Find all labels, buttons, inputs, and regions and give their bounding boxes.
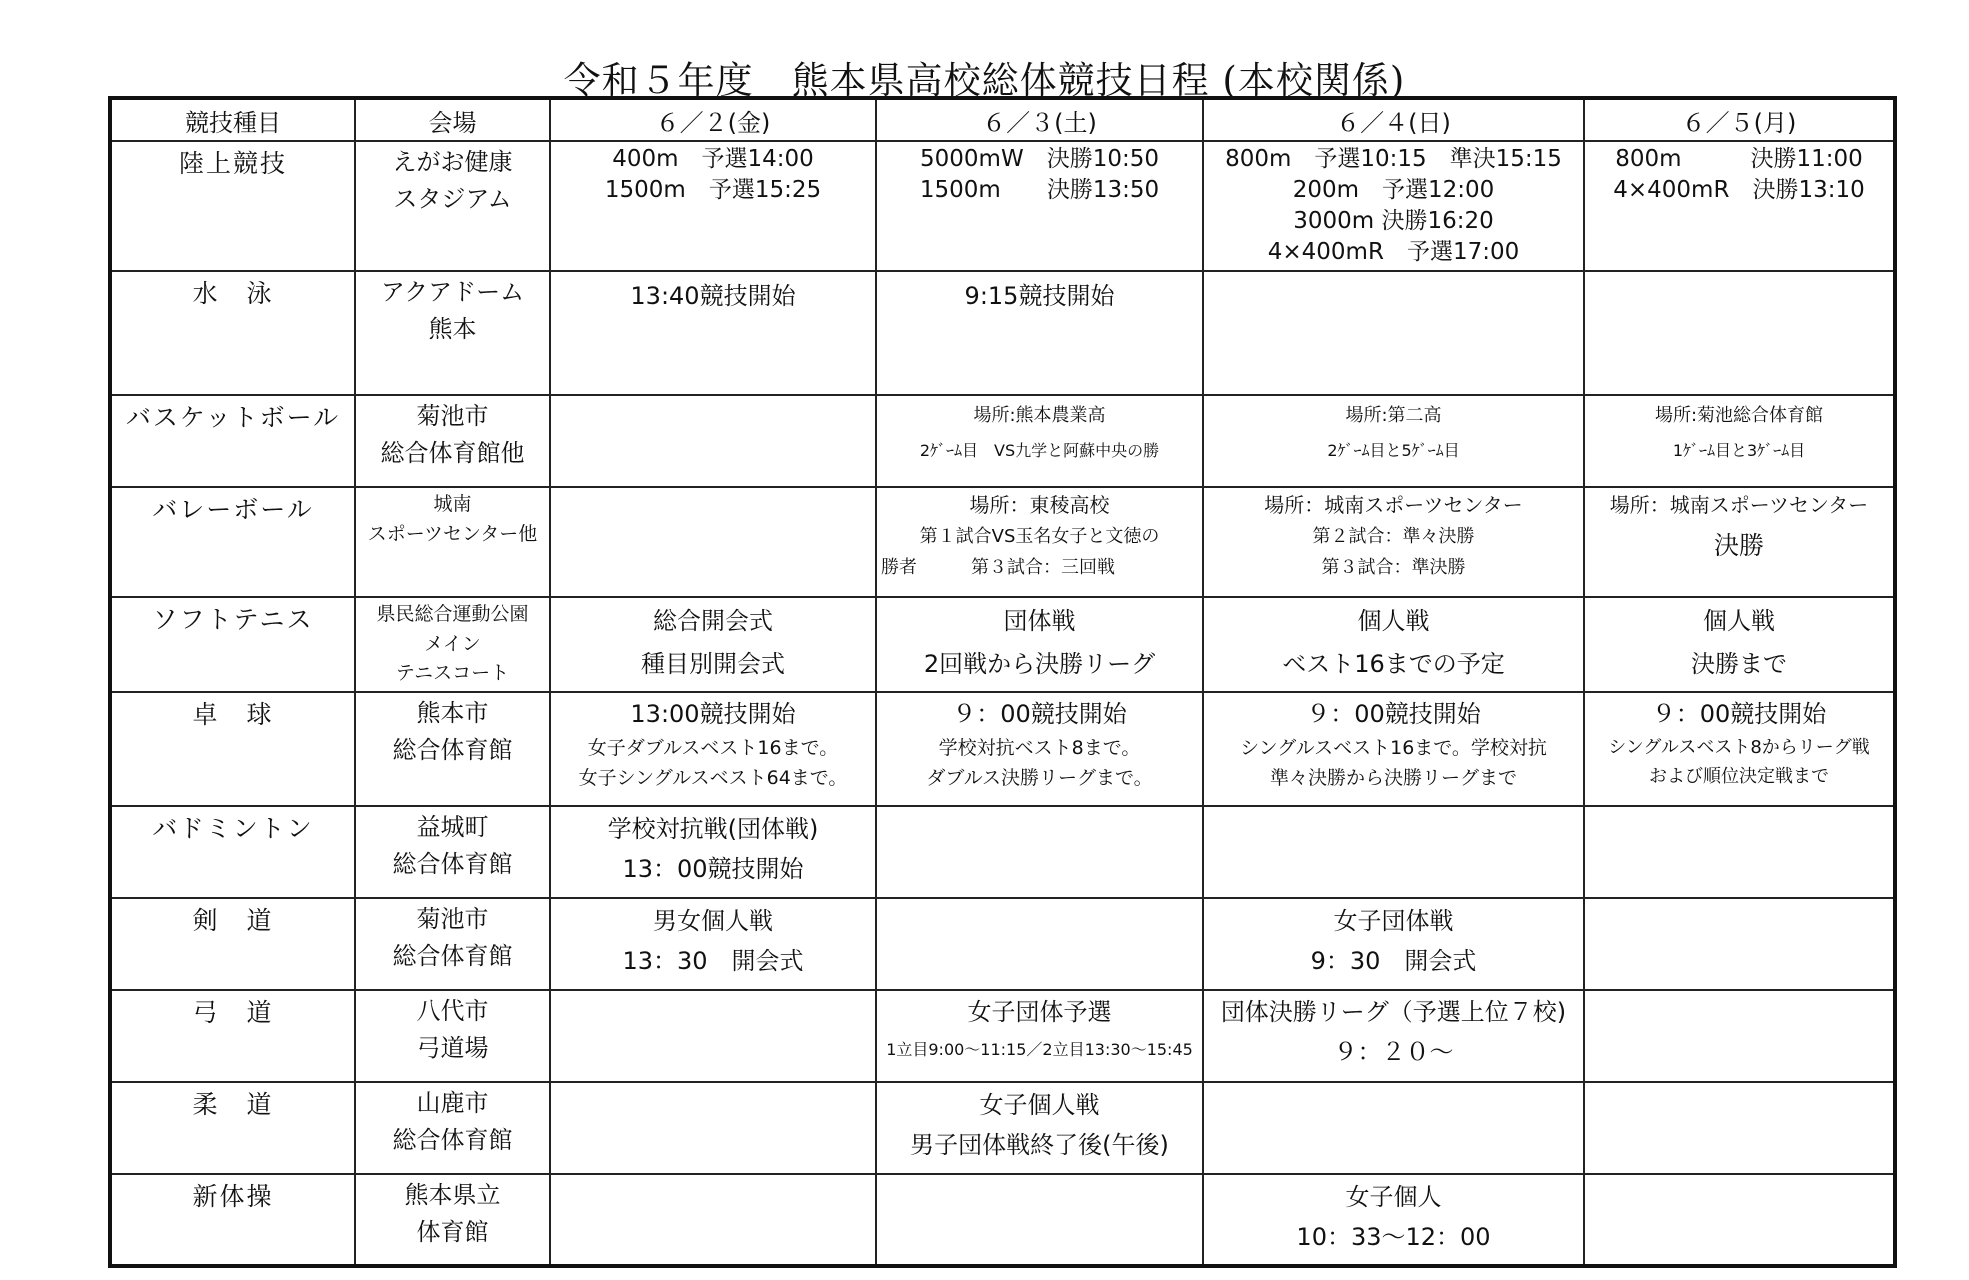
- schedule-cell: [1203, 271, 1584, 395]
- sport-cell: バスケットボール: [110, 395, 355, 487]
- schedule-cell: 個人戦 ベスト16までの予定: [1203, 597, 1584, 691]
- schedule-cell: ９：00競技開始 学校対抗ベスト8まで。 ダブルス決勝リーグまで。: [876, 692, 1203, 806]
- schedule-cell: 女子個人 10：33～12：00: [1203, 1174, 1584, 1266]
- schedule-cell: ９：00競技開始 シングルスベスト8からリーグ戦 および順位決定戦まで: [1584, 692, 1895, 806]
- schedule-cell: [876, 806, 1203, 898]
- schedule-cell: 女子個人戦 男子団体戦終了後(午後): [876, 1082, 1203, 1174]
- schedule-cell: [550, 990, 876, 1082]
- schedule-cell: [550, 487, 876, 597]
- schedule-cell: 場所：城南スポーツセンター 第２試合：準々決勝 第３試合：準決勝: [1203, 487, 1584, 597]
- header-venue: 会場: [355, 98, 550, 141]
- venue-cell: 菊池市 総合体育館: [355, 898, 550, 990]
- schedule-cell: [550, 1082, 876, 1174]
- table-row: [110, 692, 1895, 806]
- schedule-cell: [1584, 990, 1895, 1082]
- sport-cell: バドミントン: [110, 806, 355, 898]
- table-row: [110, 806, 1895, 898]
- schedule-cell: 総合開会式 種目別開会式: [550, 597, 876, 691]
- header-day-3: ６／４(日): [1203, 98, 1584, 141]
- schedule-cell: 場所：東稜高校 第１試合VS玉名女子と文徳の 勝者 第３試合：三回戦: [876, 487, 1203, 597]
- table-row: [110, 597, 1895, 691]
- table-row: [110, 1174, 1895, 1266]
- table-row: [110, 898, 1895, 990]
- sport-cell: 新体操: [110, 1174, 355, 1266]
- schedule-cell: [876, 898, 1203, 990]
- sport-cell: ソフトテニス: [110, 597, 355, 691]
- table-row: [110, 141, 1895, 271]
- schedule-cell: 団体戦 2回戦から決勝リーグ: [876, 597, 1203, 691]
- venue-cell: えがお健康 スタジアム: [355, 141, 550, 271]
- schedule-cell: 場所:熊本農業高 2ｹﾞｰﾑ目 VS九学と阿蘇中央の勝: [876, 395, 1203, 487]
- venue-cell: アクアドーム 熊本: [355, 271, 550, 395]
- schedule-cell: ９：00競技開始 シングルスベスト16まで。学校対抗 準々決勝から決勝リーグまで: [1203, 692, 1584, 806]
- schedule-cell: 女子団体予選 1立目9:00～11:15／2立目13:30～15:45: [876, 990, 1203, 1082]
- header-day-1: ６／２(金): [550, 98, 876, 141]
- sport-cell: 卓 球: [110, 692, 355, 806]
- venue-cell: 山鹿市 総合体育館: [355, 1082, 550, 1174]
- schedule-cell: 800m 決勝11:00 4×400mR 決勝13:10: [1584, 141, 1895, 271]
- sport-cell: 剣 道: [110, 898, 355, 990]
- schedule-cell: 場所:第二高 2ｹﾞｰﾑ目と5ｹﾞｰﾑ目: [1203, 395, 1584, 487]
- schedule-cell: [550, 395, 876, 487]
- schedule-cell: [550, 1174, 876, 1266]
- schedule-table: [108, 96, 1897, 1268]
- schedule-cell: 場所：城南スポーツセンター 決勝: [1584, 487, 1895, 597]
- table-row: [110, 487, 1895, 597]
- schedule-cell: 場所:菊池総合体育館 1ｹﾞｰﾑ目と3ｹﾞｰﾑ目: [1584, 395, 1895, 487]
- sport-cell: 弓 道: [110, 990, 355, 1082]
- venue-cell: 城南 スポーツセンター他: [355, 487, 550, 597]
- venue-cell: 八代市 弓道場: [355, 990, 550, 1082]
- schedule-cell: 団体決勝リーグ（予選上位７校) ９：２０～: [1203, 990, 1584, 1082]
- sport-cell: 柔 道: [110, 1082, 355, 1174]
- schedule-cell: [1203, 1082, 1584, 1174]
- header-day-4: ６／５(月): [1584, 98, 1895, 141]
- venue-cell: 菊池市 総合体育館他: [355, 395, 550, 487]
- venue-cell: 熊本県立 体育館: [355, 1174, 550, 1266]
- schedule-cell: 5000mW 決勝10:50 1500m 決勝13:50: [876, 141, 1203, 271]
- schedule-cell: 9:15競技開始: [876, 271, 1203, 395]
- schedule-cell: 13:40競技開始: [550, 271, 876, 395]
- schedule-cell: 13:00競技開始 女子ダブルスベスト16まで。 女子シングルスベスト64まで。: [550, 692, 876, 806]
- schedule-cell: 女子団体戦 9：30 開会式: [1203, 898, 1584, 990]
- schedule-cell: 800m 予選10:15 準決15:15 200m 予選12:00 3000m 決勝16:20 4×400mR 予選17:00: [1203, 141, 1584, 271]
- venue-cell: 県民総合運動公園 メイン テニスコート: [355, 597, 550, 691]
- sport-cell: 水 泳: [110, 271, 355, 395]
- table-row: [110, 990, 1895, 1082]
- header-row: [110, 98, 1895, 141]
- venue-cell: 益城町 総合体育館: [355, 806, 550, 898]
- header-sport: 競技種目: [110, 98, 355, 141]
- table-row: [110, 395, 1895, 487]
- header-day-2: ６／３(土): [876, 98, 1203, 141]
- schedule-cell: 男女個人戦 13：30 開会式: [550, 898, 876, 990]
- schedule-cell: [1584, 1174, 1895, 1266]
- page-title: 令和５年度 熊本県高校総体競技日程 (本校関係): [563, 59, 1406, 102]
- schedule-cell: 400m 予選14:00 1500m 予選15:25: [550, 141, 876, 271]
- sport-cell: 陸上競技: [110, 141, 355, 271]
- schedule-cell: [1584, 271, 1895, 395]
- sport-cell: バレーボール: [110, 487, 355, 597]
- schedule-cell: [1584, 898, 1895, 990]
- schedule-cell: 学校対抗戦(団体戦) 13：00競技開始: [550, 806, 876, 898]
- schedule-cell: [876, 1174, 1203, 1266]
- table-row: [110, 271, 1895, 395]
- venue-cell: 熊本市 総合体育館: [355, 692, 550, 806]
- schedule-cell: [1584, 1082, 1895, 1174]
- schedule-cell: [1203, 806, 1584, 898]
- schedule-cell: 個人戦 決勝まで: [1584, 597, 1895, 691]
- schedule-cell: [1584, 806, 1895, 898]
- table-row: [110, 1082, 1895, 1174]
